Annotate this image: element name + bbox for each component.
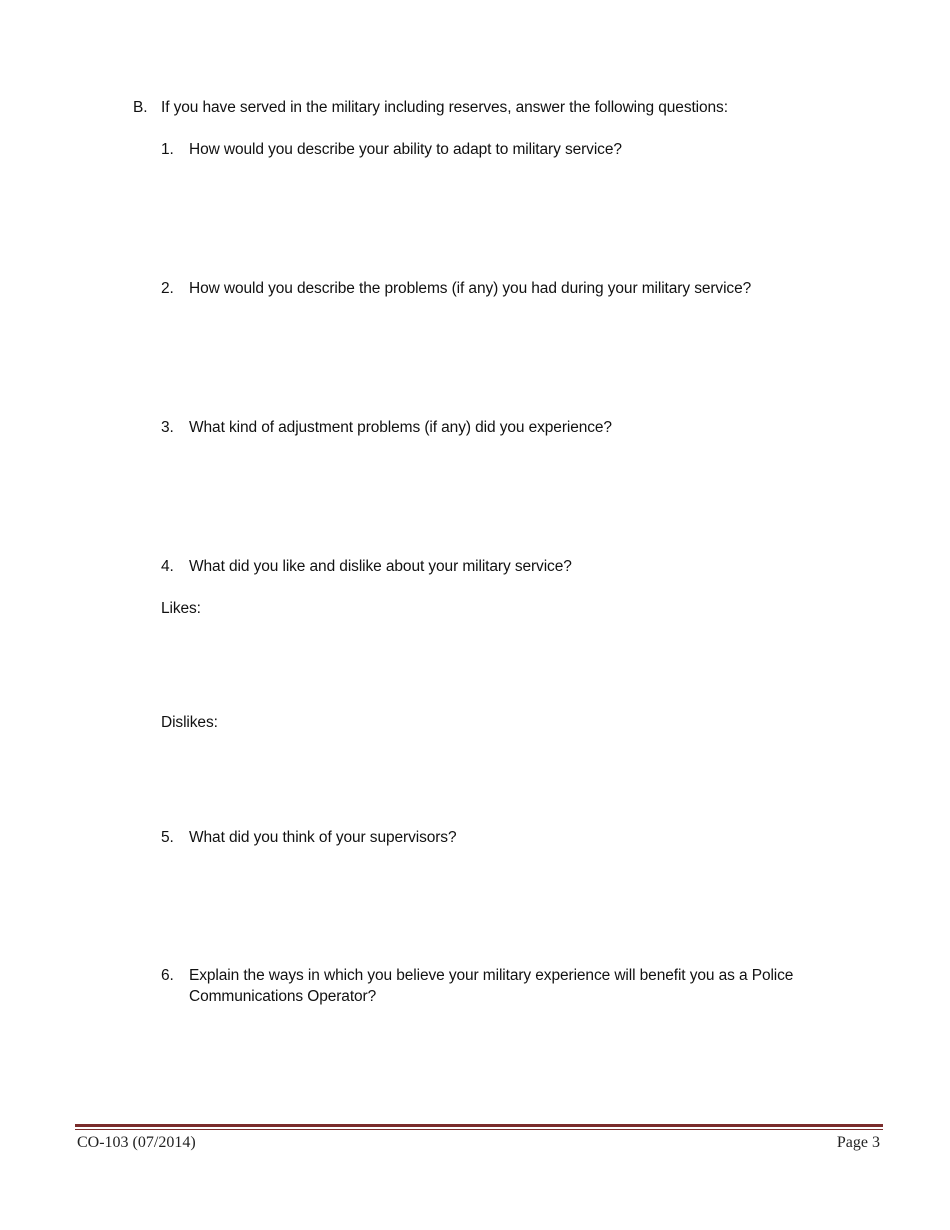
question-6-number: 6. [161, 967, 174, 984]
dislikes-label: Dislikes: [161, 714, 218, 731]
question-2-text: How would you describe the problems (if any) you had during your military service? [189, 280, 752, 297]
footer-form-code: CO-103 (07/2014) [77, 1134, 196, 1151]
question-2-number: 2. [161, 280, 174, 297]
question-4-text: What did you like and dislike about your military service? [189, 558, 572, 575]
question-3-text: What kind of adjustment problems (if any) did you experience? [189, 419, 612, 436]
question-6-text-line-1: Explain the ways in which you believe your military experience will benefit you as a Police [189, 967, 794, 984]
question-6-text-line-2: Communications Operator? [189, 988, 377, 1005]
question-1-text: How would you describe your ability to adapt to military service? [189, 141, 622, 158]
question-1-number: 1. [161, 141, 174, 158]
likes-label: Likes: [161, 600, 201, 617]
section-b-marker: B. [133, 99, 148, 116]
footer-rule-thin [75, 1129, 883, 1130]
question-5-text: What did you think of your supervisors? [189, 829, 457, 846]
section-b-text: If you have served in the military including reserves, answer the following questions: [161, 99, 728, 116]
footer-rule-thick [75, 1124, 883, 1127]
question-3-number: 3. [161, 419, 174, 436]
question-5-number: 5. [161, 829, 174, 846]
question-4-number: 4. [161, 558, 174, 575]
footer-page-number: Page 3 [836, 1134, 880, 1151]
